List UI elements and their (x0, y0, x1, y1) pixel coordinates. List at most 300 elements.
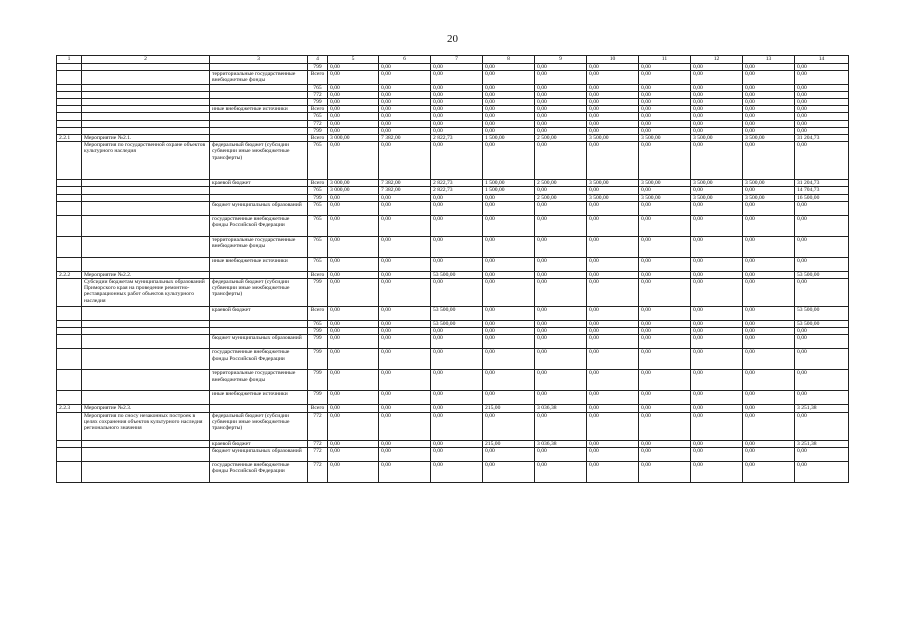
amount-cell: 0,00 (379, 447, 431, 461)
amount-cell: 0,00 (535, 120, 587, 127)
amount-cell: 0,00 (691, 461, 743, 482)
amount-cell: 0,00 (535, 447, 587, 461)
amount-cell: 0,00 (535, 236, 587, 257)
budget-code-cell: 772 (308, 91, 328, 98)
amount-cell: 0,00 (743, 328, 795, 335)
budget-code-cell: 765 (308, 187, 328, 194)
amount-cell: 0,00 (795, 447, 849, 461)
amount-cell: 0,00 (587, 236, 639, 257)
budget-code-cell: 765 (308, 321, 328, 328)
funding-source-cell: иные внебюджетные источники (210, 106, 308, 113)
amount-cell: 0,00 (691, 271, 743, 278)
budget-code-cell: 799 (308, 349, 328, 370)
budget-code-cell: 765 (308, 215, 328, 236)
amount-cell: 0,00 (691, 187, 743, 194)
amount-cell: 0,00 (639, 461, 691, 482)
amount-cell: 0,00 (379, 236, 431, 257)
amount-cell: 0,00 (691, 201, 743, 215)
amount-cell: 0,00 (431, 391, 483, 405)
amount-cell: 0,00 (328, 307, 379, 321)
amount-cell: 0,00 (483, 71, 535, 84)
funding-source-cell (210, 194, 308, 201)
amount-cell: 0,00 (483, 335, 535, 349)
table-row (57, 335, 849, 349)
budget-code-cell: 772 (308, 412, 328, 440)
budget-code-cell: 799 (308, 391, 328, 405)
amount-cell: 0,00 (431, 328, 483, 335)
funding-source-cell: государственные внебюджетные фонды Российской Федерации (210, 349, 308, 370)
amount-cell: 0,00 (379, 412, 431, 440)
amount-cell: 0,00 (795, 391, 849, 405)
amount-cell: 0,00 (431, 194, 483, 201)
column-number-row (57, 56, 849, 64)
amount-cell: 0,00 (691, 257, 743, 271)
amount-cell: 0,00 (691, 440, 743, 447)
amount-cell: 0,00 (743, 440, 795, 447)
amount-cell: 0,00 (483, 412, 535, 440)
amount-cell: 0,00 (691, 142, 743, 180)
amount-cell: 0,00 (431, 142, 483, 180)
amount-cell: 0,00 (431, 412, 483, 440)
amount-cell: 0,00 (795, 349, 849, 370)
table-row (57, 236, 849, 257)
activity-title-cell (82, 335, 210, 349)
amount-cell: 3 500,00 (587, 194, 639, 201)
amount-cell: 0,00 (483, 120, 535, 127)
amount-cell: 0,00 (639, 307, 691, 321)
amount-cell: 0,00 (483, 215, 535, 236)
amount-cell: 3 000,00 (328, 187, 379, 194)
amount-cell: 0,00 (795, 335, 849, 349)
amount-cell: 14 704,73 (795, 187, 849, 194)
activity-title-cell: Мероприятие №2.1. (82, 135, 210, 142)
amount-cell: 0,00 (328, 64, 379, 71)
amount-cell: 53 500,00 (795, 307, 849, 321)
amount-cell: 0,00 (691, 279, 743, 307)
amount-cell: 0,00 (535, 279, 587, 307)
amount-cell: 0,00 (431, 201, 483, 215)
amount-cell: 2 500,00 (535, 194, 587, 201)
amount-cell: 0,00 (691, 236, 743, 257)
amount-cell: 0,00 (639, 405, 691, 412)
amount-cell: 0,00 (328, 120, 379, 127)
amount-cell: 0,00 (379, 127, 431, 134)
table-row (57, 106, 849, 113)
activity-title-cell (82, 64, 210, 71)
budget-code-cell: 799 (308, 194, 328, 201)
amount-cell: 0,00 (743, 307, 795, 321)
amount-cell: 0,00 (587, 461, 639, 482)
activity-id-cell (57, 447, 82, 461)
amount-cell: 0,00 (743, 113, 795, 120)
amount-cell: 2 822,73 (431, 135, 483, 142)
table-row (57, 113, 849, 120)
amount-cell: 0,00 (795, 201, 849, 215)
table-row (57, 412, 849, 440)
amount-cell: 0,00 (328, 412, 379, 440)
funding-source-cell (210, 405, 308, 412)
amount-cell: 0,00 (691, 113, 743, 120)
activity-id-cell (57, 335, 82, 349)
column-number-header: 3 (210, 56, 308, 64)
activity-id-cell (57, 180, 82, 187)
amount-cell: 0,00 (483, 106, 535, 113)
funding-source-cell: территориальные государственные внебюджетные фонды (210, 236, 308, 257)
amount-cell: 0,00 (587, 99, 639, 106)
amount-cell: 0,00 (743, 187, 795, 194)
amount-cell: 0,00 (379, 71, 431, 84)
activity-id-cell (57, 440, 82, 447)
table-row (57, 194, 849, 201)
activity-id-cell (57, 236, 82, 257)
funding-source-cell (210, 321, 308, 328)
amount-cell: 3 251,38 (795, 440, 849, 447)
amount-cell: 0,00 (328, 142, 379, 180)
amount-cell: 0,00 (743, 370, 795, 391)
amount-cell: 0,00 (431, 71, 483, 84)
amount-cell: 0,00 (379, 461, 431, 482)
table-row (57, 370, 849, 391)
column-number-header: 5 (328, 56, 379, 64)
amount-cell: 0,00 (328, 113, 379, 120)
amount-cell: 0,00 (379, 64, 431, 71)
amount-cell: 3 000,00 (328, 180, 379, 187)
amount-cell: 0,00 (328, 194, 379, 201)
amount-cell: 0,00 (795, 106, 849, 113)
amount-cell: 0,00 (483, 194, 535, 201)
activity-id-cell (57, 461, 82, 482)
budget-code-cell: Всего (308, 180, 328, 187)
activity-id-cell: 2.2.2 (57, 271, 82, 278)
amount-cell: 0,00 (483, 370, 535, 391)
amount-cell: 0,00 (587, 391, 639, 405)
activity-id-cell (57, 321, 82, 328)
funding-source-cell (210, 120, 308, 127)
amount-cell: 0,00 (743, 405, 795, 412)
page-number: 20 (447, 33, 458, 45)
column-number-header: 1 (57, 56, 82, 64)
amount-cell: 0,00 (431, 84, 483, 91)
funding-source-cell (210, 135, 308, 142)
amount-cell: 2 500,00 (535, 135, 587, 142)
amount-cell: 0,00 (639, 127, 691, 134)
amount-cell: 0,00 (743, 215, 795, 236)
amount-cell: 0,00 (328, 215, 379, 236)
amount-cell: 0,00 (639, 279, 691, 307)
activity-id-cell (57, 113, 82, 120)
amount-cell: 0,00 (379, 370, 431, 391)
amount-cell: 0,00 (587, 328, 639, 335)
amount-cell: 3 500,00 (691, 194, 743, 201)
funding-source-cell: краевой бюджет (210, 307, 308, 321)
amount-cell: 215,00 (483, 440, 535, 447)
amount-cell: 0,00 (535, 328, 587, 335)
amount-cell: 0,00 (743, 99, 795, 106)
amount-cell: 0,00 (379, 307, 431, 321)
activity-title-cell: Мероприятия по государственной охране объектов культурного наследия (82, 142, 210, 180)
amount-cell: 0,00 (587, 91, 639, 98)
funding-source-cell: территориальные государственные внебюджетные фонды (210, 370, 308, 391)
amount-cell: 0,00 (431, 236, 483, 257)
activity-id-cell (57, 187, 82, 194)
amount-cell: 0,00 (431, 405, 483, 412)
activity-title-cell (82, 127, 210, 134)
amount-cell: 0,00 (379, 215, 431, 236)
amount-cell: 0,00 (743, 64, 795, 71)
amount-cell: 0,00 (431, 120, 483, 127)
budget-code-cell: 799 (308, 127, 328, 134)
table-row (57, 328, 849, 335)
amount-cell: 0,00 (691, 335, 743, 349)
amount-cell: 0,00 (639, 113, 691, 120)
amount-cell: 0,00 (431, 279, 483, 307)
funding-source-cell (210, 64, 308, 71)
amount-cell: 0,00 (431, 64, 483, 71)
amount-cell: 0,00 (743, 279, 795, 307)
amount-cell: 0,00 (639, 271, 691, 278)
activity-title-cell (82, 194, 210, 201)
amount-cell: 0,00 (587, 120, 639, 127)
amount-cell: 0,00 (483, 257, 535, 271)
amount-cell: 0,00 (431, 461, 483, 482)
funding-source-cell: федеральный бюджет (субсидии субвенции иные межбюджетные трансферты) (210, 412, 308, 440)
amount-cell: 0,00 (743, 321, 795, 328)
budget-code-cell: 765 (308, 257, 328, 271)
amount-cell: 0,00 (743, 84, 795, 91)
amount-cell: 0,00 (431, 215, 483, 236)
activity-title-cell (82, 106, 210, 113)
activity-id-cell (57, 120, 82, 127)
amount-cell: 3 500,00 (639, 194, 691, 201)
amount-cell: 16 500,00 (795, 194, 849, 201)
amount-cell: 0,00 (587, 335, 639, 349)
amount-cell: 0,00 (535, 71, 587, 84)
amount-cell: 0,00 (535, 106, 587, 113)
budget-code-cell: 799 (308, 64, 328, 71)
amount-cell: 3 251,38 (795, 405, 849, 412)
amount-cell: 0,00 (328, 236, 379, 257)
activity-id-cell (57, 64, 82, 71)
table-row (57, 279, 849, 307)
amount-cell: 3 000,00 (328, 135, 379, 142)
amount-cell: 0,00 (639, 257, 691, 271)
amount-cell: 0,00 (795, 236, 849, 257)
activity-id-cell (57, 194, 82, 201)
amount-cell: 0,00 (379, 201, 431, 215)
amount-cell: 0,00 (691, 321, 743, 328)
amount-cell: 3 500,00 (743, 194, 795, 201)
amount-cell: 0,00 (328, 321, 379, 328)
amount-cell: 7 382,00 (379, 135, 431, 142)
amount-cell: 0,00 (328, 349, 379, 370)
funding-source-cell: федеральный бюджет (субсидии субвенции иные межбюджетные трансферты) (210, 142, 308, 180)
amount-cell: 0,00 (795, 71, 849, 84)
amount-cell: 0,00 (639, 370, 691, 391)
amount-cell: 3 036,38 (535, 405, 587, 412)
amount-cell: 0,00 (431, 127, 483, 134)
funding-source-cell: краевой бюджет (210, 440, 308, 447)
amount-cell: 0,00 (328, 271, 379, 278)
activity-id-cell (57, 257, 82, 271)
amount-cell: 3 500,00 (743, 135, 795, 142)
amount-cell: 0,00 (379, 91, 431, 98)
amount-cell: 7 382,00 (379, 187, 431, 194)
amount-cell: 0,00 (328, 99, 379, 106)
amount-cell: 0,00 (535, 412, 587, 440)
amount-cell: 0,00 (795, 113, 849, 120)
amount-cell: 0,00 (535, 391, 587, 405)
amount-cell: 0,00 (535, 113, 587, 120)
funding-source-cell: бюджет муниципальных образований (210, 447, 308, 461)
activity-title-cell (82, 84, 210, 91)
amount-cell: 0,00 (743, 461, 795, 482)
activity-title-cell (82, 461, 210, 482)
amount-cell: 0,00 (483, 113, 535, 120)
budget-code-cell: Всего (308, 307, 328, 321)
amount-cell: 0,00 (691, 412, 743, 440)
amount-cell: 0,00 (328, 201, 379, 215)
amount-cell: 0,00 (691, 106, 743, 113)
amount-cell: 0,00 (743, 391, 795, 405)
amount-cell: 3 500,00 (743, 180, 795, 187)
amount-cell: 2 500,00 (535, 180, 587, 187)
amount-cell: 0,00 (328, 84, 379, 91)
amount-cell: 0,00 (535, 271, 587, 278)
amount-cell: 0,00 (691, 328, 743, 335)
amount-cell: 1 500,00 (483, 187, 535, 194)
activity-title-cell (82, 236, 210, 257)
amount-cell: 53 500,00 (431, 321, 483, 328)
funding-source-cell: иные внебюджетные источники (210, 257, 308, 271)
amount-cell: 0,00 (379, 271, 431, 278)
amount-cell: 0,00 (431, 113, 483, 120)
amount-cell: 0,00 (691, 405, 743, 412)
table-row (57, 142, 849, 180)
amount-cell: 0,00 (328, 91, 379, 98)
amount-cell: 0,00 (587, 142, 639, 180)
amount-cell: 1 500,00 (483, 135, 535, 142)
amount-cell: 0,00 (431, 370, 483, 391)
budget-code-cell: 765 (308, 84, 328, 91)
amount-cell: 0,00 (483, 236, 535, 257)
budget-code-cell: 799 (308, 328, 328, 335)
amount-cell: 0,00 (587, 187, 639, 194)
amount-cell: 0,00 (795, 412, 849, 440)
amount-cell: 0,00 (639, 120, 691, 127)
amount-cell: 0,00 (691, 64, 743, 71)
activity-id-cell (57, 99, 82, 106)
activity-title-cell (82, 321, 210, 328)
budget-code-cell: Всего (308, 405, 328, 412)
table-row (57, 391, 849, 405)
amount-cell: 0,00 (535, 335, 587, 349)
table-row (57, 440, 849, 447)
amount-cell: 0,00 (743, 91, 795, 98)
amount-cell: 0,00 (328, 447, 379, 461)
amount-cell: 0,00 (379, 194, 431, 201)
amount-cell: 0,00 (639, 201, 691, 215)
table-row (57, 201, 849, 215)
amount-cell: 0,00 (431, 349, 483, 370)
amount-cell: 0,00 (587, 215, 639, 236)
funding-source-cell (210, 99, 308, 106)
amount-cell: 0,00 (691, 349, 743, 370)
activity-id-cell (57, 328, 82, 335)
amount-cell: 0,00 (587, 127, 639, 134)
table-body (57, 64, 849, 483)
activity-title-cell (82, 370, 210, 391)
amount-cell: 0,00 (587, 279, 639, 307)
activity-title-cell (82, 391, 210, 405)
amount-cell: 3 036,38 (535, 440, 587, 447)
column-number-header: 12 (691, 56, 743, 64)
table-row (57, 84, 849, 91)
budget-code-cell: 772 (308, 461, 328, 482)
amount-cell: 0,00 (535, 370, 587, 391)
amount-cell: 0,00 (379, 335, 431, 349)
amount-cell: 0,00 (535, 99, 587, 106)
amount-cell: 0,00 (743, 236, 795, 257)
table-row (57, 271, 849, 278)
amount-cell: 0,00 (587, 64, 639, 71)
activity-title-cell (82, 447, 210, 461)
funding-source-cell: государственные внебюджетные фонды Российской Федерации (210, 215, 308, 236)
amount-cell: 0,00 (795, 64, 849, 71)
activity-title-cell: Мероприятие №2.2. (82, 271, 210, 278)
amount-cell: 0,00 (639, 335, 691, 349)
amount-cell: 0,00 (431, 447, 483, 461)
amount-cell: 0,00 (379, 405, 431, 412)
funding-source-cell: бюджет муниципальных образований (210, 335, 308, 349)
amount-cell: 0,00 (379, 279, 431, 307)
activity-id-cell (57, 71, 82, 84)
activity-title-cell (82, 201, 210, 215)
amount-cell: 0,00 (639, 236, 691, 257)
amount-cell: 0,00 (587, 201, 639, 215)
amount-cell: 0,00 (587, 447, 639, 461)
amount-cell: 0,00 (795, 127, 849, 134)
amount-cell: 2 822,73 (431, 180, 483, 187)
amount-cell: 0,00 (743, 335, 795, 349)
budget-code-cell: 772 (308, 447, 328, 461)
amount-cell: 3 500,00 (587, 135, 639, 142)
amount-cell: 53 500,00 (795, 271, 849, 278)
amount-cell: 0,00 (379, 84, 431, 91)
budget-code-cell: 799 (308, 370, 328, 391)
amount-cell: 0,00 (431, 91, 483, 98)
amount-cell: 0,00 (639, 71, 691, 84)
activity-title-cell (82, 328, 210, 335)
amount-cell: 0,00 (587, 349, 639, 370)
amount-cell: 0,00 (639, 321, 691, 328)
amount-cell: 0,00 (483, 271, 535, 278)
amount-cell: 0,00 (639, 91, 691, 98)
column-number-header: 7 (431, 56, 483, 64)
amount-cell: 0,00 (587, 106, 639, 113)
amount-cell: 0,00 (328, 127, 379, 134)
amount-cell: 0,00 (535, 307, 587, 321)
activity-title-cell (82, 215, 210, 236)
budget-code-cell: 799 (308, 335, 328, 349)
amount-cell: 0,00 (483, 201, 535, 215)
funding-source-cell (210, 187, 308, 194)
amount-cell: 7 382,00 (379, 180, 431, 187)
budget-code-cell: 765 (308, 113, 328, 120)
amount-cell: 31 204,73 (795, 180, 849, 187)
amount-cell: 0,00 (639, 99, 691, 106)
activity-title-cell (82, 180, 210, 187)
activity-id-cell (57, 127, 82, 134)
